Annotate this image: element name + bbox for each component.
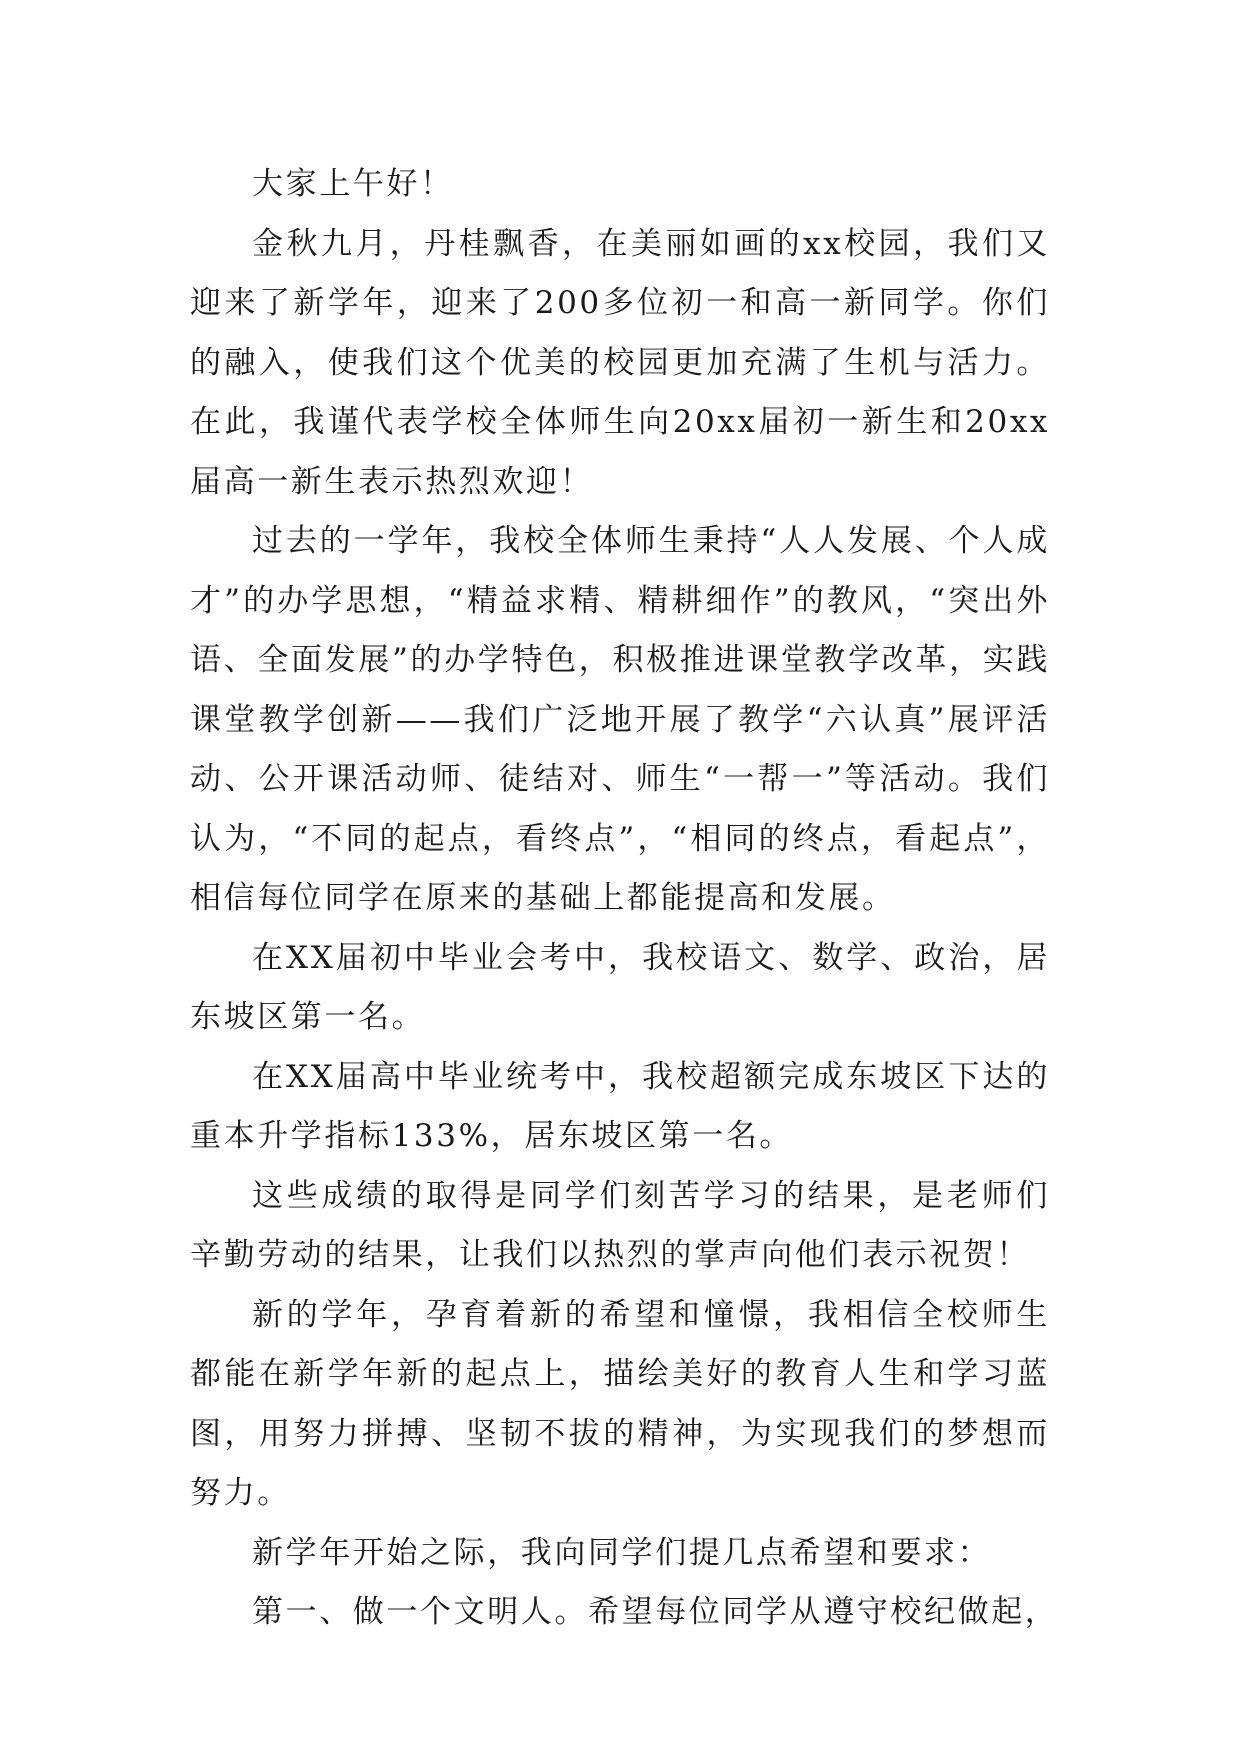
requirements-intro-paragraph: 新学年开始之际，我向同学们提几点希望和要求： <box>252 1534 992 1571</box>
speech-body <box>190 155 1059 1643</box>
junior-exam-paragraph: 在XX届初中毕业会考中，我校语文、数学、政治，居东坡区第一名。 <box>190 939 1050 1035</box>
new-year-hope-paragraph: 新的学年，孕育着新的希望和憧憬，我相信全校师生都能在新学年新的起点上，描绘美好的教育人生和学习蓝图，用努力拼搏、坚韧不拔的精神，为实现我们的梦想而努力。 <box>190 1296 1050 1511</box>
first-requirement-paragraph: 第一、做一个文明人。希望每位同学从遵守校纪做起， <box>252 1594 1059 1630</box>
welcome-paragraph: 金秋九月，丹桂飘香，在美丽如画的xx校园，我们又迎来了新学年，迎来了200多位初一和高一新同学。你们的融入，使我们这个优美的校园更加充满了生机与活力。在此，我谨代表学校全体师生向20xx届初一新生和20xx届高一新生表示热烈欢迎！ <box>190 225 1050 500</box>
achievements-paragraph: 过去的一学年，我校全体师生秉持“人人发展、个人成才”的办学思想，“精益求精、精耕细作”的教风，“突出外语、全面发展”的办学特色，积极推进课堂教学改革，实践课堂教学创新——我们广泛地开展了教学“六认真”展评活动、公开课活动师、徒结对、师生“一帮一”等活动。我们认为，“不同的起点，看终点”，“相同的终点，看起点”，相信每位同学在原来的基础上都能提高和发展。 <box>190 523 1050 916</box>
greeting-paragraph: 大家上午好！ <box>252 166 454 202</box>
congratulation-paragraph: 这些成绩的取得是同学们刻苦学习的结果，是老师们辛勤劳动的结果，让我们以热烈的掌声向他们表示祝贺！ <box>190 1177 1050 1273</box>
senior-exam-paragraph: 在XX届高中毕业统考中，我校超额完成东坡区下达的重本升学指标133%，居东坡区第一名。 <box>190 1058 1050 1154</box>
